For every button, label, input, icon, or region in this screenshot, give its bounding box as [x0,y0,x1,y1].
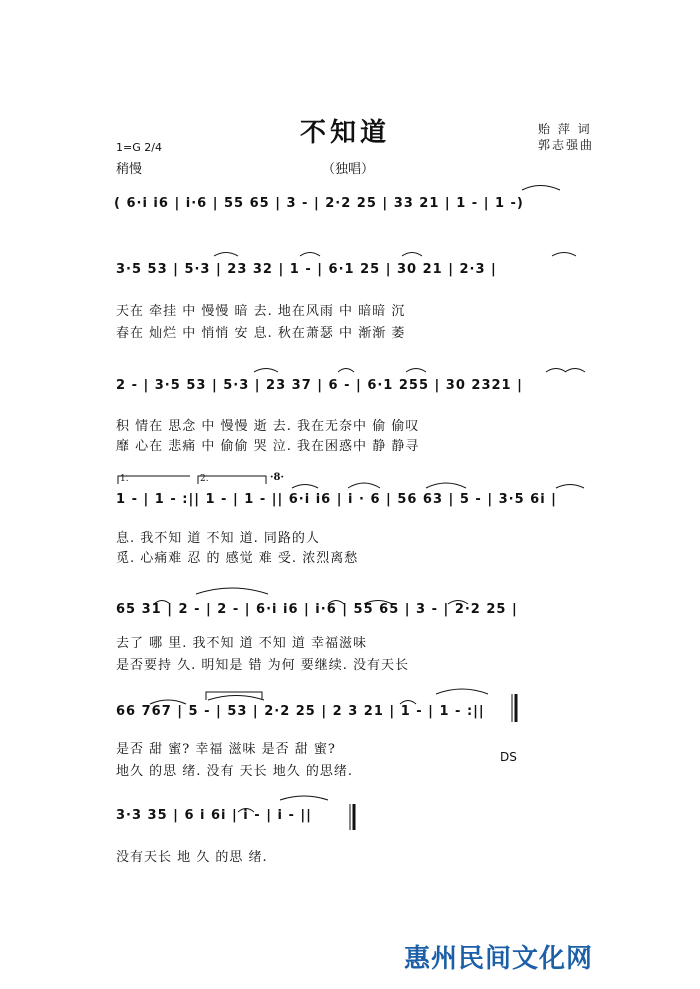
slur-arc [406,369,426,373]
notation-system-4: 1 - | 1 - :|| 1 - | 1 - || 6·i i6 | i · 6 | 56 63 | 5 - | 3·5 6i | [116,492,557,507]
slur-arc [556,485,584,489]
notation-system-5: 65 31 | 2 - | 2 - | 6·i i6 | i·6 | 55 65 | 3 - | 2·2 25 | [116,602,518,617]
lyric-line: 积 情在 思念 中 慢慢 逝 去. 我在无奈中 偷 偷叹 [116,419,420,434]
slur-arc [348,483,380,488]
lyric-line: 地久 的思 绪. 没有 天长 地久 的思绪. [116,764,354,779]
lyric-line: 觅. 心痛难 忍 的 感觉 难 受. 浓烈离愁 [116,551,359,566]
notation-system-7: 3·3 35 | 6 i 6i | i - | i - || [116,808,312,823]
song-title: 不知道 [300,118,391,148]
lyric-line: 靡 心在 悲痛 中 偷偷 哭 泣. 我在困惑中 静 静寻 [116,439,420,454]
key-signature: 1=G 2/4 [116,141,162,154]
tie-arc [436,689,488,694]
lyricist-credit: 贻 萍 词 [538,122,592,136]
slur-arc [300,253,320,257]
slur-arc [552,253,576,257]
performance-note: （独唱） [322,162,375,177]
notation-system-2: 3·5 53 | 5·3 | 23 32 | 1 - | 6·1 25 | 30 21 | 2·3 | [116,262,497,277]
lyric-line: 春在 灿烂 中 悄悄 安 息. 秋在萧瑟 中 渐渐 萎 [116,326,406,341]
tempo-marking: 稍慢 [116,162,143,177]
slur-arc [546,369,566,373]
lyric-line: 是否 甜 蜜? 幸福 滋味 是否 甜 蜜? [116,742,336,757]
notation-system-6: 66 767 | 5 - | 53 | 2·2 25 | 2 3 21 | 1 - | 1 - :|| [116,704,485,719]
notation-system-1: ( 6·i i6 | i·6 | 55 65 | 3 - | 2·2 25 | 33 21 | 1 - | 1 -) [114,196,524,211]
slur-arc [426,483,466,488]
segno-mark: ·8· [270,472,284,483]
first-ending-label: 1. [120,474,129,484]
tie-arc [522,186,560,191]
lyric-line: 息. 我不知 道 不知 道. 同路的人 [116,531,320,546]
tie-arc [280,796,328,800]
lyric-line: 是否要持 久. 明知是 错 为何 要继续. 没有天长 [116,658,410,673]
lyric-line: 没有天长 地 久 的思 绪. [116,850,268,865]
slur-arc [292,485,318,489]
slur-arc [338,369,354,373]
lyric-line: 去了 哪 里. 我不知 道 不知 道 幸福滋味 [116,636,368,651]
site-watermark: 惠州民间文化网 [404,944,594,974]
slur-arc [214,253,238,257]
slur-arc [254,369,278,373]
lyric-line: 天在 牵挂 中 慢慢 暗 去. 地在风雨 中 暗暗 沉 [116,304,406,319]
notation-system-3: 2 - | 3·5 53 | 5·3 | 23 37 | 6 - | 6·1 255 | 30 2321 | [116,378,523,393]
ds-mark: DS [500,750,517,764]
second-ending-label: 2. [200,474,209,484]
tie-arc [208,696,264,701]
tie-arc [196,588,268,594]
slur-arc [565,369,585,373]
slur-arc [402,253,422,257]
composer-credit: 郭志强曲 [538,138,595,152]
